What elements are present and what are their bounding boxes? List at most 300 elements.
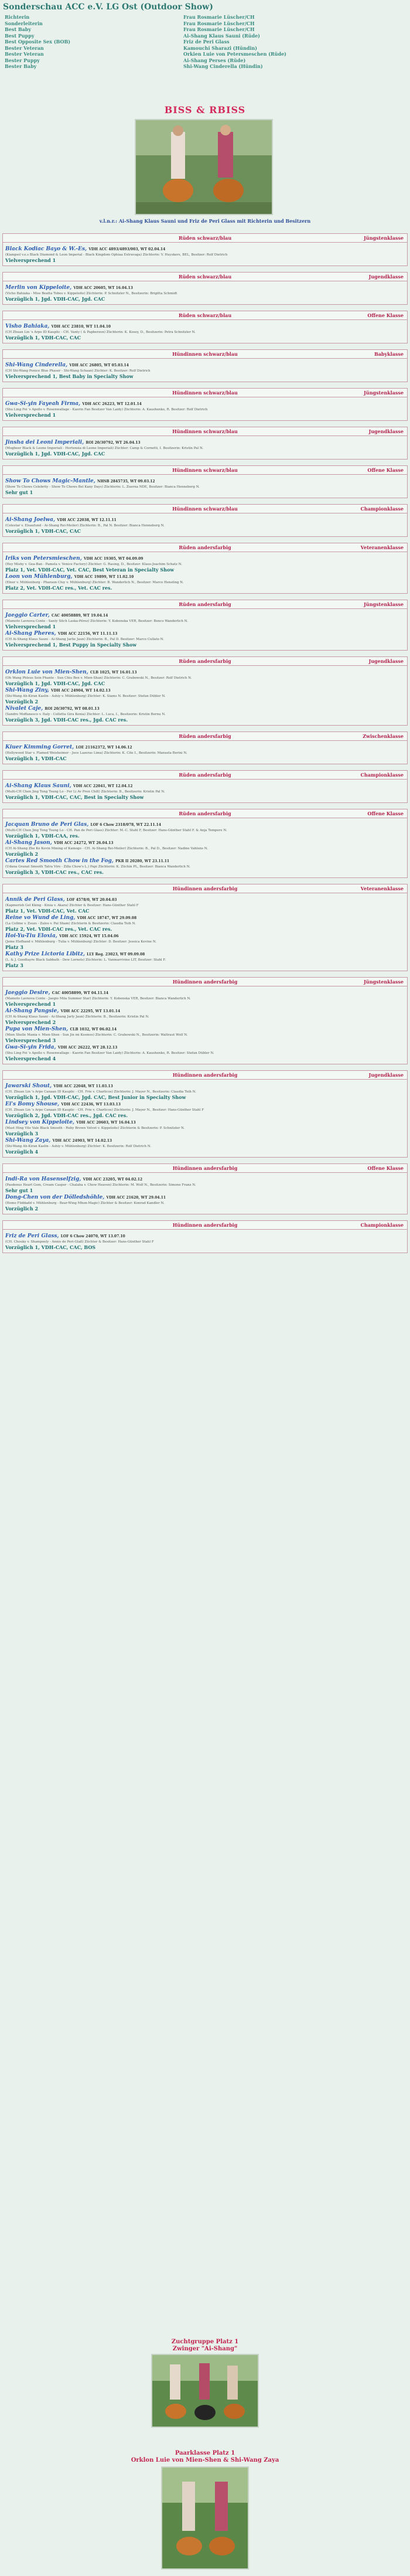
section-category: Hündinnen andersfarbig	[172, 1072, 238, 1078]
dog-result: Vorzüglich 1, Jgd. VDH-CAC, Jgd. CAC	[5, 451, 105, 457]
dog-name-line	[5, 951, 405, 958]
dog-name-line	[5, 744, 405, 751]
dog-name-line	[5, 858, 405, 865]
section-category: Hündinnen schwarz/blau	[172, 428, 238, 434]
class-section	[2, 977, 408, 1064]
section-category: Hündinnen andersfarbig	[172, 1222, 238, 1228]
dog-name-line	[5, 1176, 405, 1183]
dog-pedigree: (Kapmerish Gel Kking - Kinia v. Akara) Züchter & Besitzer: Hans-Günther Stahl F	[5, 904, 139, 907]
dog-pedigree: (Mogbeer Black & Leone Imperiali - Hortensia di Leone Imperiali) Züchter: Camp & Cornetti, I. Besitzerin: Kristin Pal N.	[5, 447, 204, 450]
dog-pedigree: (CH Shi-Wang Ponice Blue Phaser - Shi-Wang Schaan) Züchter: K. Besitzer: Rolf Dietrich	[5, 369, 151, 373]
photo-caption: v.l.n.r.: Ai-Shang Klaus Sauni und Friz de Peri Glass mit Richterin und Besitzern	[99, 218, 311, 224]
dog-entry	[5, 1119, 405, 1137]
dog-result: Vielversprechend 3	[5, 1037, 56, 1043]
section-category: Hündinnen andersfarbig	[172, 1165, 238, 1171]
section-header	[3, 466, 407, 475]
judge-role: Sonderleiterin	[5, 20, 43, 26]
dog-result: Vorzüglich 1, VDH-CAC, CAC, Best in Specialty Show	[5, 794, 144, 800]
dog-entry	[5, 1138, 405, 1155]
dog-registration: VDH ACC 24904, WT 14.02.13	[51, 689, 111, 693]
dog-entry	[5, 631, 405, 648]
dog-registration: VDH ACC 21620, WT 29.04.11	[106, 1196, 166, 1200]
dog-result: Vielversprechend 1, Best Puppy in Specialty Show	[5, 642, 137, 648]
dog-entry	[5, 1008, 405, 1026]
class-section	[2, 656, 408, 726]
dog-name-line	[5, 688, 405, 694]
section-category: Rüden andersfarbig	[179, 658, 231, 664]
dog-registration: LOF 4578/0, WT 20.04.03	[66, 898, 117, 902]
dog-pedigree: (Kiangsol v.e.s Black Diamond & Leon Imperial - Black Kingdom Ophiaa Extravaga) Züchterin: V. Huyskers, BEL, Besitzer: Rolf Dietrich	[5, 253, 228, 257]
dog-entry	[5, 478, 405, 496]
dog-name-line	[5, 440, 405, 446]
section-header	[3, 1071, 407, 1080]
page-title: Sonderschau ACC e.V. LG Ost (Outdoor Show)	[3, 2, 213, 12]
dog-result: Platz 3	[5, 962, 23, 968]
dog-name: Jaeggio Desire,	[5, 990, 50, 996]
dog-pedigree: (Mamoto Lavnova Conte - Jaegio Mila Summer Star) Züchterin: Y. Kobenska VER, Besitzer: Bianca Wanderlich N.	[5, 997, 191, 1001]
dog-result: Vorzüglich 1, VDH-CAC, CAC	[5, 335, 81, 341]
dog-entry	[5, 1176, 405, 1194]
dog-registration: VDH ACC 22156, WT 11.11.13	[57, 632, 118, 636]
dog-entry	[5, 669, 405, 687]
dog-name-line	[5, 822, 405, 828]
dog-pedigree: (Mast Hing Vile Vale Black Smooth - Ruby Brown Velvet v. Kippeloite) Züchterin & Besitzerin: P. Schnitzler N.	[5, 1127, 185, 1130]
section-header	[3, 1221, 407, 1230]
dog-registration: PKR II 20280, WT 23.11.11	[115, 859, 170, 863]
dog-entry	[5, 897, 405, 914]
dog-name-line	[5, 612, 405, 619]
dog-name: Indi-Ra von Hasenselfzig,	[5, 1176, 81, 1182]
dog-name: Jacquan Bruno de Peri Glas,	[5, 822, 89, 828]
dog-entry	[5, 362, 405, 380]
dog-registration: VDH ACC 26805, WT 05.03.14	[69, 363, 129, 367]
dog-pedigree: (Hollywood Star v. Flamed Weisheimer - Joce Lazeras Lima) Züchterin: K. Cite I., Besitzerin: Manuela Berini N.	[5, 751, 187, 755]
dog-registration: CAC 40058889, WT 19.04.14	[51, 614, 108, 618]
dog-name: Jaeggio Carter,	[5, 612, 50, 618]
dog-result: Platz 1, Vet. VDH-CAC, Vet. CAC	[5, 908, 90, 914]
dog-name: Jawarski Shout,	[5, 1083, 52, 1089]
dog-pedigree: (CH. Zhuan Lin 's Arpo Canaan ID Kauplic - CH. Frie v. Charlicos) Züchterin: J. Mayer N., Besitzer: Hans-Günther Stahl F	[5, 1108, 204, 1112]
dog-pedigree: (CH Ai-Shang Zhe Ko Kevin Mining of Kamogo - CH. Ai-Shang Rei-Meiler) Züchterin: B., Pal D., Besitzer: Nadine Vahlens N.	[5, 847, 209, 850]
class-section	[2, 543, 408, 594]
dog-result: Platz 2, Vet. VDH-CAC res., Vet. CAC res.	[5, 926, 112, 932]
class-section	[2, 770, 408, 803]
judge-row	[5, 21, 409, 27]
class-section	[2, 731, 408, 764]
section-category: Rüden andersfarbig	[179, 601, 231, 607]
section-class: Veteranenklasse	[360, 886, 404, 891]
dog-name-line	[5, 574, 405, 580]
dog-result: Vorzüglich 2, Jgd. VDH-CAC res., Jgd. CAC res.	[5, 1112, 128, 1118]
dog-name: Lindsey von Kippeloite,	[5, 1119, 75, 1125]
section-class: Offene Klasse	[367, 312, 404, 318]
section-class: Jugendklasse	[368, 1072, 404, 1078]
dog-entry	[5, 574, 405, 591]
section-class: Jüngstenklasse	[364, 390, 404, 396]
dog-result: Platz 3	[5, 944, 23, 950]
section-header	[3, 311, 407, 320]
section-class: Jüngstenklasse	[364, 601, 404, 607]
dog-entry	[5, 744, 405, 762]
dog-name: Hoi-Yu-Tiu Eloxia,	[5, 933, 57, 939]
dog-registration: VDH ACC 20605, WT 16.04.13	[73, 286, 133, 290]
section-category: Rüden andersfarbig	[179, 811, 231, 816]
dog-name: Jinsha dei Leoni Imperiali,	[5, 440, 84, 445]
judge-role: Best Baby	[5, 26, 32, 32]
dog-entry	[5, 440, 405, 457]
dog-name-line	[5, 324, 405, 330]
dog-pedigree: (Jeme Elefhand v. Mühlenburg - Tulia v. Mühlenburg) Züchter: D. Besitzer: Jessica Kevine N.	[5, 940, 157, 944]
judge-role: Bester Baby	[5, 63, 37, 69]
dog-name: Dong-Chen von der Dölledshöhle,	[5, 1195, 105, 1200]
section-class: Championklasse	[360, 506, 404, 512]
section-class: Jüngstenklasse	[364, 235, 404, 241]
dog-name-line	[5, 783, 405, 790]
class-section	[2, 427, 408, 460]
dog-registration: VDH ACC 19305, WT 04.09.09	[83, 557, 144, 561]
dog-name: Friz de Peri Glass,	[5, 1233, 59, 1239]
dog-registration: LOF 6 Chow 2318/078, WT 22.11.14	[90, 823, 162, 827]
judge-row	[5, 39, 409, 45]
dog-pedigree: (Shi-Wang Ah-Kiran Kaslin - Ashiy v. Mühlenburg) Züchter: K. Besitzerin: Rolf Dietrich N.	[5, 1145, 152, 1148]
dog-registration: VDH ACC 22041, WT 12.04.12	[73, 784, 133, 788]
dog-name: Ai-Shang Joelwa,	[5, 517, 56, 523]
class-section	[2, 272, 408, 305]
judge-role: Bester Veteran	[5, 51, 44, 57]
section-class: Zwischenklasse	[363, 733, 404, 739]
section-category: Hündinnen schwarz/blau	[172, 506, 238, 512]
dog-entry	[5, 688, 405, 705]
dog-pedigree: (L. & J. Goodtayre Black Sabbath - Dew Lornets) Züchterin: L. Vanmarrivine LIT, Besitzer: Stahl F.	[5, 958, 166, 962]
dog-registration: VDH ACC 22295, WT 13.01.14	[60, 1009, 121, 1013]
section-class: Championklasse	[360, 772, 404, 778]
class-section	[2, 1220, 408, 1253]
section-category: Hündinnen andersfarbig	[172, 979, 238, 985]
dog-result: Vielversprechend 1, Best Baby in Specialty Show	[5, 373, 134, 379]
dog-entry	[5, 990, 405, 1008]
dog-pedigree: (Multi-CH Chen Jing Tong Tsung Lo - CH. Pan de Peri Glass) Züchter: M.-C. Stahl F, Besitzer: Hans-Günther Stahl F. & Anja Tempere N.	[5, 829, 227, 832]
dog-pedigree: (Celestar v. Elsaufund - Ai-Shang Rei-Meiler) Züchterin: B., Pal N. Besitzer: Bianca Henneberg N.	[5, 524, 165, 528]
dog-entry	[5, 1233, 405, 1251]
dog-registration: VDH ACC 4893/4893/003, WT 02.04.14	[88, 247, 166, 251]
section-header	[3, 543, 407, 552]
dog-name: Ai-Shang Klaus Sauni,	[5, 783, 71, 789]
main-heading: BISS & RBISS	[164, 104, 246, 115]
class-section	[2, 233, 408, 266]
dog-result: Vielversprechend 1	[5, 1001, 56, 1007]
dog-pedigree: (Sandro Moffanesco v. Italy - Colletta Gira Kenia) Züchter: L. Luca, I., Besitzerin: Kristin Bernu N.	[5, 713, 166, 716]
dog-entry	[5, 915, 405, 933]
dog-name-line	[5, 631, 405, 637]
section-category: Rüden schwarz/blau	[178, 235, 232, 241]
dog-registration: VDH ACC 26223, WT 12.01.14	[82, 402, 142, 406]
dog-entry	[5, 612, 405, 630]
dog-name: Ei's Bomy Shouse,	[5, 1101, 60, 1107]
dog-registration: ROI 20/30792, WT 26.04.13	[86, 441, 141, 445]
dog-pedigree: (Oh Wang Phleus Sein Phante - Sun Chiu Ben v. Mien-Shan) Züchterin: C. Grabowski N., Besitzer: Rolf Dietrich N.	[5, 676, 192, 680]
dog-pedigree: (Elner v. Mühlenburg - Pharaon Cluy v. Mühlenburg) Züchter: B. Wanderlich N., Besitzer: Marco Heneling N.	[5, 581, 184, 584]
dog-result: Vorzüglich 1, Jgd. VDH-CAC, Jgd. CAC	[5, 680, 105, 686]
class-section	[2, 504, 408, 537]
dog-pedigree: (Shi-Wang Ah-Kiran Kaslin - Ashiy v. Mühlenburg) Züchter: K. Siams N. Besitzer: Stefan Dübler N.	[5, 695, 166, 698]
section-class: Offene Klasse	[367, 467, 404, 473]
judge-row	[5, 26, 409, 33]
breeder-group-photo-icon	[151, 2354, 259, 2428]
dog-registration: VDH ACC 22436, WT 13.03.13	[61, 1102, 121, 1107]
judge-row	[5, 33, 409, 39]
dog-result: Vorzüglich 2	[5, 851, 39, 857]
dog-result: Vorzüglich 2	[5, 699, 39, 705]
judge-row	[5, 57, 409, 64]
pair-class-photo-icon	[161, 2466, 249, 2570]
dog-result: Sehr gut 1	[5, 1187, 33, 1193]
judge-role: Bester Puppy	[5, 57, 40, 63]
dog-result: Vielversprechend 1	[5, 257, 56, 263]
dog-registration: VDH ACC 19899, WT 11.02.10	[74, 575, 134, 579]
dog-registration: VDH ACC 26222, WT 28.12.13	[57, 1046, 118, 1050]
dog-result: Vorzüglich 1, VDH-CAA, res.	[5, 833, 80, 839]
section-header	[3, 427, 407, 436]
dog-entry	[5, 285, 405, 302]
section-class: Veteranenklasse	[360, 545, 404, 550]
dog-result: Vorzüglich 3, Jgd. VDH-CAC res., Jgd. CAC res.	[5, 717, 128, 723]
dog-name: Ai-Shang Pangsie,	[5, 1008, 59, 1014]
dog-name: Orklon Luie von Mien-Shen,	[5, 669, 88, 675]
dog-pedigree: (Hey Mishy v. Gea-Ban - Pamela v. Venice Factory) Züchter: G. Rasing, D., Besitzer: Klaus-Joachim Schatz N.	[5, 563, 182, 566]
section-class: Babyklasse	[374, 351, 404, 357]
dog-name-line	[5, 1101, 405, 1108]
dog-entry	[5, 246, 405, 264]
dog-pedigree: (CH Ai-Shang Klaus Sauni - Ai-Shang Jarlie Jaun) Züchterin: B., Pal D. Besitzer: Marco Cullato N.	[5, 638, 164, 641]
judge-name: Frau Rosmarie Lüscher/CH	[183, 26, 255, 32]
dog-name: Reine vo Wund de Ling,	[5, 915, 76, 921]
dog-name: Ai-Shang Pheres,	[5, 631, 56, 637]
dog-pedigree: (CH Ai-Shang Klaus Sauni - Ai-Shang Jarly Jaun) Züchterin: B., Besitzerin: Kristin Pal N.	[5, 1015, 149, 1019]
dog-name: Kiuer Kimming Gorret,	[5, 744, 74, 750]
dog-result: Vorzüglich 3	[5, 1131, 39, 1136]
class-section	[2, 388, 408, 421]
dog-name-line	[5, 706, 405, 712]
section-header	[3, 809, 407, 818]
dog-pedigree: (Mien Shelle Mania v. Mien-Shen - Sun Jin mi Kosmos) Züchterin: C. Grabowski N., Besitzerin: Waltraut Wolf N.	[5, 1033, 188, 1037]
dog-entry	[5, 1101, 405, 1119]
dog-entry	[5, 840, 405, 857]
section-category: Rüden andersfarbig	[179, 772, 231, 778]
dog-name-line	[5, 517, 405, 523]
dog-entry	[5, 324, 405, 341]
section-header	[3, 505, 407, 513]
dog-name: Shi-Wang Ziny,	[5, 688, 49, 693]
class-section	[2, 1070, 408, 1158]
dog-name-line	[5, 990, 405, 996]
dog-registration: LOF 6 Chow 24070, WT 13.07.10	[60, 1234, 125, 1238]
section-header	[3, 978, 407, 986]
section-class: Jugendklasse	[368, 274, 404, 280]
dog-result: Vorzüglich 1, VDH-CAC	[5, 756, 67, 761]
judge-name: Kamouchi Sharazi (Hündin)	[183, 45, 258, 51]
dog-pedigree: (Vicho Bahiaka - Miss Beatta Tobes v. Kippeloite) Züchterin: P. Schnitzler N., Besitzerin: Brigitta Schmidt	[5, 292, 177, 295]
dog-pedigree: (La Collme v. Zsuzs - Zaloo v. Pal Sham) Züchterin & Besitzerin: Claudia Teih N.	[5, 922, 136, 925]
section-class: Championklasse	[360, 1222, 404, 1228]
dog-name: Kathy Prize Lictoria Libitz,	[5, 951, 85, 957]
dog-name-line	[5, 246, 405, 253]
dog-pedigree: (Udana Granat Smooth Tatra Viro - Zilla Chow's L.) Papi Züchterin: K. Züchin PL, Besitzer: Bianca Wanderlich N.	[5, 865, 190, 869]
judge-name: Frau Rosmarie Lüscher/CH	[183, 20, 255, 26]
dog-result: Vielversprechend 4	[5, 1056, 56, 1061]
dog-name: Shi-Wang Cinderella,	[5, 362, 68, 368]
dog-registration: CLB 1032, WT 06.02.14	[70, 1027, 117, 1032]
dog-result: Vorzüglich 1, VDH-CAC, CAC	[5, 528, 81, 534]
dog-name: Annik de Peri Glass,	[5, 897, 65, 903]
class-section	[2, 884, 408, 971]
judge-row	[5, 14, 409, 21]
judge-name: Shi-Wang Cinderella (Hündin)	[183, 63, 263, 69]
dog-result: Vorzüglich 4	[5, 1149, 39, 1155]
dog-name: Pupa von Mien-Shen,	[5, 1026, 69, 1032]
dog-name: Shi-Wang Zaya,	[5, 1138, 51, 1144]
dog-name-line	[5, 840, 405, 846]
dog-result: Platz 1, Vet. VDH-CAC, Vet. CAC, Best Veteran in Specialty Show	[5, 567, 175, 573]
dog-name-line	[5, 362, 405, 369]
judge-role: Best Puppy	[5, 32, 35, 39]
dog-registration: VDH ACC 22038, WT 12.11.11	[57, 518, 117, 522]
dog-name-line	[5, 556, 405, 562]
dog-name: Loon von Mühlenburg,	[5, 574, 73, 580]
dog-registration: VDH ACC 23205, WT 04.02.12	[83, 1178, 143, 1182]
dog-pedigree: (Mamoto Lavnova Conte - Santy Sitch Laska-Pérez) Züchterin: Y. Kobenska VER, Besitzer: Benco Wanderlich N.	[5, 620, 188, 623]
section-header	[3, 1164, 407, 1173]
dog-result: Vorzüglich 2	[5, 1206, 39, 1212]
dog-entry	[5, 556, 405, 573]
dog-pedigree: (Multi-CH Chen Jing Tong Tsung Lo - Fer Li Av Pren Chill) Züchterin: B., Besitzerin: Kristin Pal N.	[5, 790, 165, 794]
section-header	[3, 273, 407, 281]
dog-name: Gwa-Si-yin Fayeah Firma,	[5, 401, 81, 407]
judge-row	[5, 51, 409, 57]
dog-entry	[5, 822, 405, 839]
section-header	[3, 350, 407, 359]
dog-result: Vorzüglich 1, VDH-CAC, CAC, BOS	[5, 1244, 96, 1250]
judge-name: Ai-Shang Klaus Sauni (Rüde)	[183, 32, 260, 39]
dog-name-line	[5, 1008, 405, 1015]
dog-result: Vorzüglich 3, VDH-CAC res., CAC res.	[5, 869, 104, 875]
dog-name-line	[5, 1026, 405, 1033]
dog-registration: VDH ACC 24903, WT 14.02.13	[52, 1139, 112, 1143]
class-section	[2, 809, 408, 878]
dog-registration: CLB 1025, WT 16.01.13	[90, 671, 137, 675]
dog-name: Ai-Shang Jason,	[5, 840, 52, 846]
dog-name-line	[5, 897, 405, 903]
dog-name: Show To Chows Magic-Mantle,	[5, 478, 95, 484]
section-category: Hündinnen schwarz/blau	[172, 467, 238, 473]
class-section	[2, 1163, 408, 1214]
dog-registration: VDH ACC 18747, WT 29.09.08	[77, 916, 137, 920]
dog-name-line	[5, 933, 405, 940]
section-class: Offene Klasse	[367, 1165, 404, 1171]
section-category: Rüden schwarz/blau	[178, 274, 232, 280]
section-category: Rüden andersfarbig	[179, 733, 231, 739]
dog-name-line	[5, 478, 405, 485]
class-section	[2, 311, 408, 343]
dog-pedigree: (CH. Zhuan Lin 's Arpo Canaan ID Kauplic - CH. Frie v. Charlicos) Züchterin: J. Mayer N., Besitzerin: Claudia Teih N.	[5, 1090, 196, 1094]
dog-name-line	[5, 1195, 405, 1201]
class-section	[2, 600, 408, 651]
dog-name: Cartes Red Smooth Chow in the Fog,	[5, 858, 114, 864]
dog-name-line	[5, 1119, 405, 1126]
dog-pedigree: (CH. Chouky v. Shampooly - Annis de Peri-Glaß) Züchter & Besitzer: Hans-Günther Stahl F	[5, 1240, 154, 1244]
breeder-group-title: Zuchtgruppe Platz 1	[171, 2339, 239, 2345]
dog-entry	[5, 858, 405, 876]
dog-name-line	[5, 915, 405, 921]
dog-entry	[5, 401, 405, 418]
breeder-group-name: Zwinger "Ai-Shang"	[172, 2346, 238, 2352]
dog-registration: VDH ACC 23810, WT 11.04.10	[51, 325, 111, 329]
dog-name-line	[5, 669, 405, 676]
judge-name: Frau Rosmarie Lüscher/CH	[183, 14, 255, 20]
pair-class-name: Orklon Luie von Mien-Shen & Shi-Wang Zaya	[131, 2457, 279, 2463]
dog-registration: LLY Reg. 23023, WT 09.09.08	[87, 952, 145, 957]
section-header	[3, 389, 407, 397]
dog-name-line	[5, 1044, 405, 1051]
dog-name-line	[5, 1138, 405, 1144]
section-class: Jugendklasse	[368, 428, 404, 434]
dog-result: Vielversprechend 2	[5, 1019, 56, 1025]
dog-name-line	[5, 285, 405, 291]
dog-name-line	[5, 1233, 405, 1240]
judge-name: Ai-Shang Perses (Rüde)	[183, 57, 246, 63]
dog-registration: CAC 40058899, WT 04.11.14	[52, 991, 109, 995]
dog-name: Visho Bahiaka,	[5, 324, 50, 329]
dog-pedigree: (CH Zhuan Lin 's Arpo ID Kauplic - CH. Vanty ( & Papberzon) Züchterin: K. Kosey, D., Besitzerin: Petra Schnitzler N.	[5, 331, 196, 334]
judge-row	[5, 63, 409, 70]
dog-pedigree: (Shu Ling Fei 's Apollo v. Rosenwallage - Kaorin Fan Besitzer Van Laidy) Züchterin: A. Kaushenko, R. Besitzer: Rolf Dietrich	[5, 408, 208, 411]
dog-entry	[5, 706, 405, 723]
section-header	[3, 234, 407, 243]
dog-registration: LOE 21162372, WT 14.06.12	[76, 746, 132, 750]
dog-pedigree: (Pasdenus Heart Gem, Cream Casper - Chalaha v. Chow Heaven) Züchterin: M. Wolf N., Besitzerin: Simone Franz N.	[5, 1183, 196, 1187]
pair-class-title: Paarklasse Platz 1	[175, 2450, 235, 2456]
dog-pedigree: (Shu Ling Fei 's Apollo v. Rosenwallage - Kaorin Fan Besitzer Van Laidy) Züchterin: A. Kaushenko, R. Besitzer: Stefan Dübler N.	[5, 1052, 214, 1055]
section-header	[3, 657, 407, 666]
section-class: Jugendklasse	[368, 658, 404, 664]
dog-name: Black Kodiac Bayo & W.-Es,	[5, 246, 87, 252]
dog-registration: VDH ACC 20603, WT 16.04.13	[76, 1121, 136, 1125]
dog-entry	[5, 1083, 405, 1101]
section-category: Hündinnen schwarz/blau	[172, 351, 238, 357]
judge-role: Richterin	[5, 14, 30, 20]
section-category: Hündinnen andersfarbig	[172, 886, 238, 891]
dog-registration: ROI 20/30792, WT 08.01.13	[45, 707, 100, 711]
section-class: Offene Klasse	[367, 811, 404, 816]
judge-name: Orkien Luie von Petersmeschen (Rüde)	[183, 51, 286, 57]
dog-pedigree: (Homo Fliddadd v. Mühlenburg - Bear-Wing Mhon-Magic) Züchter & Besitzer: Konrad Kandler N.	[5, 1202, 165, 1205]
dog-name: Merlin von Kippeloite,	[5, 285, 72, 291]
dog-name-line	[5, 401, 405, 407]
judge-role: Best Opposite Sex (BOB)	[5, 39, 71, 45]
dog-result: Platz 2, Vet. VDH-CAC res., Vet. CAC res.	[5, 585, 112, 591]
dog-registration: VDH ACC 24272, WT 26.04.13	[53, 841, 114, 845]
dog-registration: VDH ACC 22048, WT 11.03.13	[53, 1084, 113, 1088]
dog-registration: VDH ACC 15924, WT 15.04.06	[59, 934, 119, 938]
judge-name: Friz de Peri Glass	[183, 39, 230, 45]
judge-row	[5, 45, 409, 52]
class-section	[2, 465, 408, 498]
dog-entry	[5, 933, 405, 951]
section-category: Rüden andersfarbig	[179, 545, 231, 550]
dog-registration: NHSB 2845735, WT 09.03.12	[97, 479, 155, 484]
section-class: Jüngstenklasse	[364, 979, 404, 985]
dog-name: Iriks von Petersmieschen,	[5, 556, 82, 562]
dog-name: Nivalet Caje,	[5, 706, 43, 712]
